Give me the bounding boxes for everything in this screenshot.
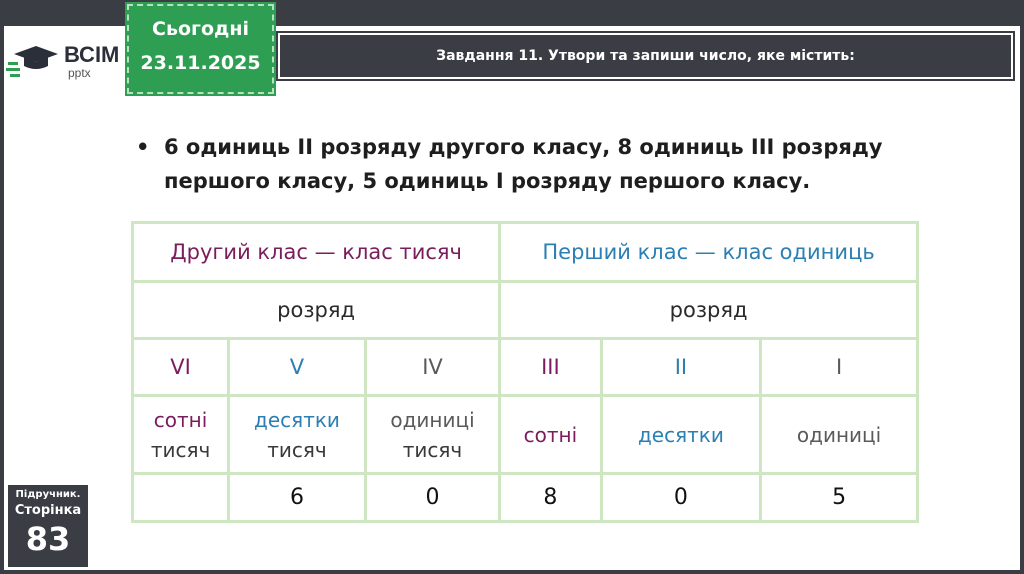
- name-cell: [761, 396, 918, 474]
- name-line1: сотні: [523, 422, 578, 447]
- roman-cell: VI: [133, 339, 229, 396]
- name-line2: тисяч: [150, 437, 211, 462]
- name-line2: тисяч: [402, 437, 463, 462]
- value-cell: [133, 474, 229, 522]
- task-text: 6 одиниць II розряду другого класу, 8 одиниць III розряду першого класу, 5 одиниць I розряду першого класу.: [164, 135, 883, 193]
- graduation-cap-icon: [6, 40, 64, 80]
- value-cell: 5: [761, 474, 918, 522]
- name-line1: десятки: [637, 422, 724, 447]
- task-statement: [136, 130, 956, 198]
- name-line1: одиниці: [796, 422, 882, 447]
- bullet: •: [136, 135, 150, 159]
- value-cell: 0: [601, 474, 761, 522]
- name-cell: [365, 396, 499, 474]
- table-row-values: [133, 474, 918, 522]
- table-row-rozriad: [133, 282, 918, 339]
- page-label-line2: Сторінка: [14, 503, 82, 518]
- roman-cell: I: [761, 339, 918, 396]
- value-cell: 6: [229, 474, 366, 522]
- page-number: 83: [25, 520, 71, 558]
- name-cell: [500, 396, 601, 474]
- name-cell: [229, 396, 366, 474]
- slide-title-bar: [278, 33, 1013, 79]
- name-line1: сотні: [153, 407, 208, 432]
- roman-cell: II: [601, 339, 761, 396]
- date-badge: [127, 4, 274, 94]
- header-first-class: Перший клас — клас одиниць: [500, 223, 918, 282]
- value-cell: 8: [500, 474, 601, 522]
- table-row-roman: [133, 339, 918, 396]
- vsim-logo: [6, 40, 126, 84]
- rozriad-second-class: розряд: [133, 282, 500, 339]
- logo-text: ВСІМ: [64, 42, 120, 67]
- rozriad-first-class: розряд: [500, 282, 918, 339]
- roman-cell: V: [229, 339, 366, 396]
- date-value: 23.11.2025: [140, 52, 261, 74]
- name-line1: одиниці: [390, 407, 475, 432]
- place-value-table: [131, 221, 919, 523]
- value-cell: 0: [365, 474, 499, 522]
- slide-title: Завдання 11. Утвори та запиши число, яке містить:: [436, 48, 855, 64]
- textbook-page-badge: [6, 483, 90, 569]
- roman-cell: III: [500, 339, 601, 396]
- name-line1: десятки: [254, 407, 340, 432]
- name-cell: [133, 396, 229, 474]
- table-row-names: [133, 396, 918, 474]
- logo-subtext: pptx: [68, 66, 91, 80]
- name-cell: [601, 396, 761, 474]
- roman-cell: IV: [365, 339, 499, 396]
- header-second-class: Другий клас — клас тисяч: [133, 223, 500, 282]
- name-line2: тисяч: [267, 437, 327, 462]
- date-label: Сьогодні: [152, 18, 249, 40]
- table-row-classes: [133, 223, 918, 282]
- page-label-line1: Підручник.: [15, 489, 81, 500]
